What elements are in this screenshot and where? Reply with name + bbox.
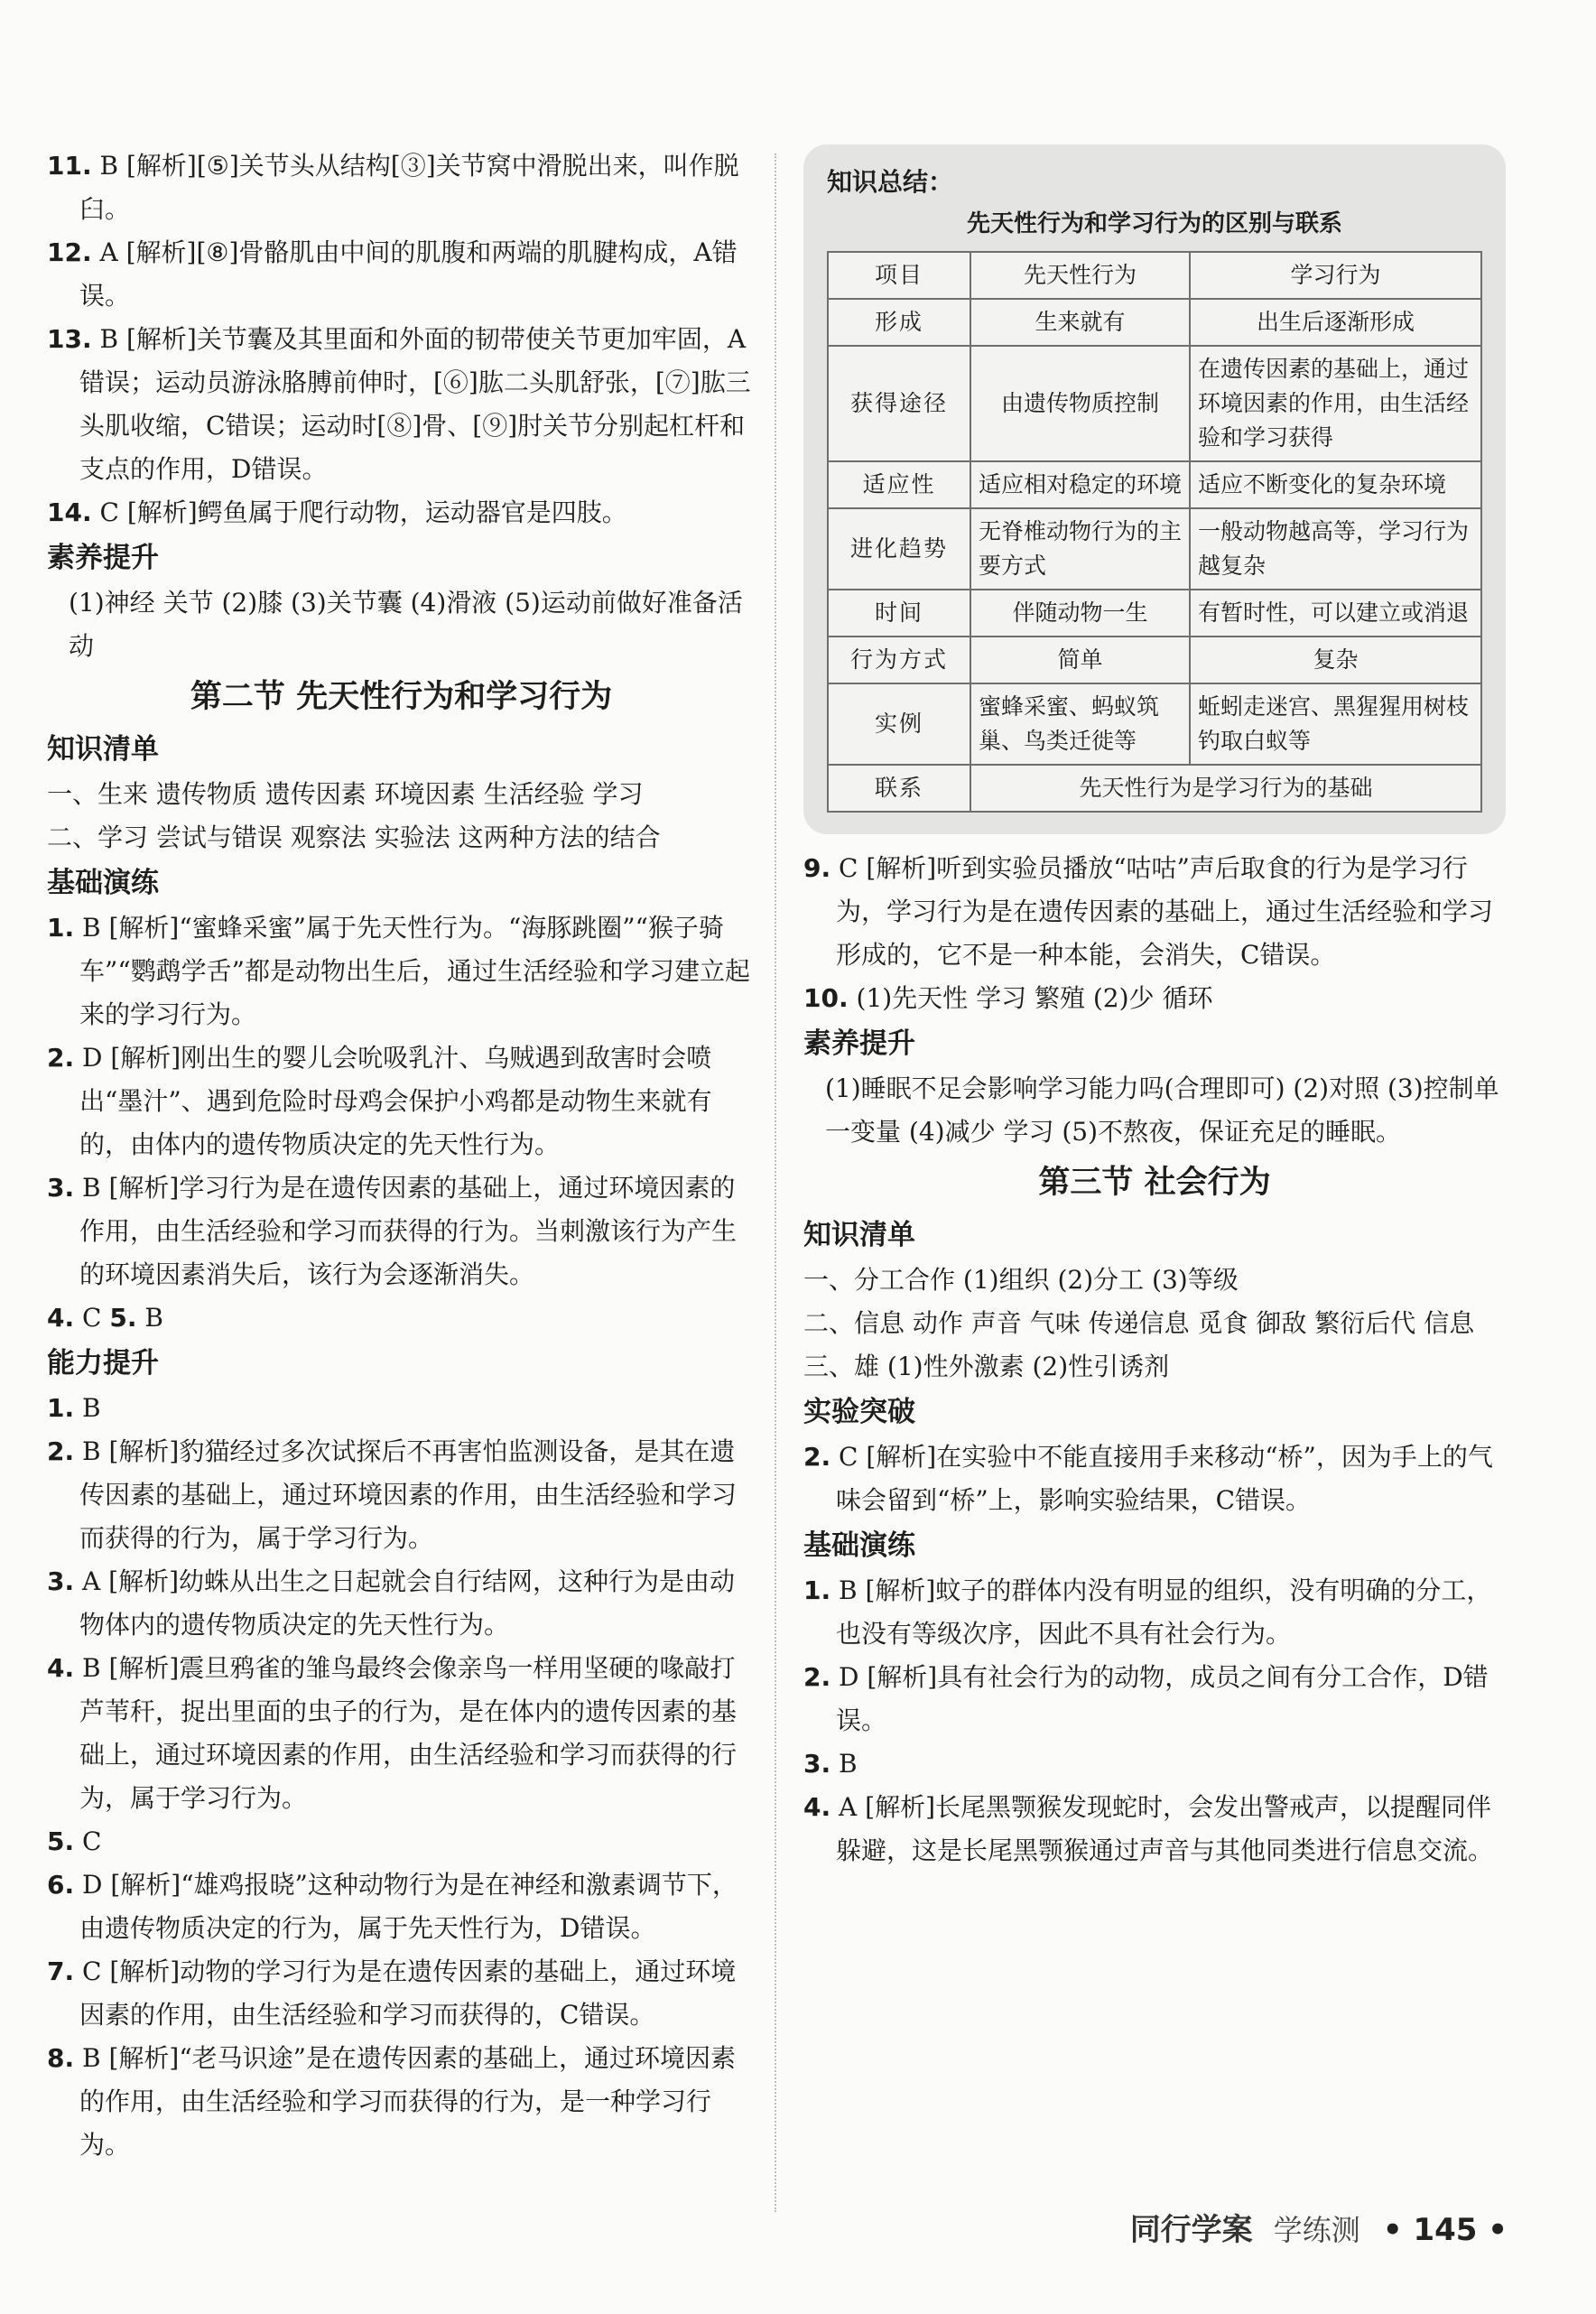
table-row: [828, 637, 1481, 683]
table-header-cell: 学习行为: [1190, 252, 1481, 299]
table-header-cell: 项目: [828, 252, 970, 299]
right-column: [803, 144, 1506, 1873]
table-cell: 联系: [828, 765, 970, 812]
answer-item: 4. C 5. B: [47, 1303, 163, 1333]
table-row: [828, 346, 1481, 461]
table-cell: 行为方式: [828, 637, 970, 683]
table-row: [828, 461, 1481, 508]
heading-shiyan: 实验突破: [803, 1396, 915, 1428]
table-cell: 进化趋势: [828, 508, 970, 590]
zhishi-item: 一、生来 遗传物质 遗传因素 环境因素 生活经验 学习: [47, 779, 644, 809]
zhishi-item: 二、信息 动作 声音 气味 传递信息 觅食 御敌 繁衍后代 信息: [803, 1308, 1475, 1338]
table-cell: 由遗传物质控制: [970, 346, 1190, 461]
table-cell: 先天性行为是学习行为的基础: [970, 765, 1481, 812]
section-3-title: 第三节 社会行为: [1038, 1164, 1271, 1201]
table-cell: 蚯蚓走迷宫、黑猩猩用树枝钓取白蚁等: [1190, 683, 1481, 765]
table-header-row: [828, 252, 1481, 299]
answer-item: 10. (1)先天性 学习 繁殖 (2)少 循环: [803, 983, 1213, 1013]
table-cell: 简单: [970, 637, 1190, 683]
answer-item: 1. B: [47, 1393, 101, 1423]
answer-item: 9. C [解析]听到实验员播放“咕咕”声后取食的行为是学习行为，学习行为是在遗传因素的基础上，通过生活经验和学习形成的，它不是一种本能，会消失，C错误。: [803, 853, 1494, 970]
answer-item: 4. A [解析]长尾黑颚猴发现蛇时，会发出警戒声，以提醒同伴躲避，这是长尾黑颚猴通过声音与其他同类进行信息交流。: [803, 1792, 1494, 1865]
heading-zhishi: 知识清单: [47, 733, 159, 766]
zhishi-item: 三、雄 (1)性外激素 (2)性引诱剂: [803, 1352, 1170, 1381]
table-row-link: [828, 765, 1481, 812]
answer-item: 2. C [解析]在实验中不能直接用手来移动“桥”，因为手上的气味会留到“桥”上，影响实验结果，C错误。: [803, 1442, 1493, 1515]
table-cell: 获得途径: [828, 346, 970, 461]
answers-group-top: [47, 144, 756, 534]
table-cell: 在遗传因素的基础上，通过环境因素的作用，由生活经验和学习获得: [1190, 346, 1481, 461]
answer-item: 3. B [解析]学习行为是在遗传因素的基础上，通过环境因素的作用，由生活经验和学习而获得的行为。当刺激该行为产生的环境因素消失后，该行为会逐渐消失。: [47, 1173, 738, 1289]
heading-jichu: 基础演练: [803, 1529, 915, 1562]
table-cell: 形成: [828, 299, 970, 346]
table-row: [828, 508, 1481, 590]
page-footer: [1074, 2205, 1508, 2249]
comparison-table: [827, 251, 1482, 813]
zhishi-item: 一、分工合作 (1)组织 (2)分工 (3)等级: [803, 1265, 1239, 1295]
answer-item: 2. D [解析]具有社会行为的动物，成员之间有分工合作，D错误。: [803, 1662, 1489, 1735]
table-cell: 适应性: [828, 461, 970, 508]
table-cell: 适应不断变化的复杂环境: [1190, 461, 1481, 508]
table-cell: 有暂时性，可以建立或消退: [1190, 590, 1481, 637]
table-header-cell: 先天性行为: [970, 252, 1190, 299]
answer-item: 13. B [解析]关节囊及其里面和外面的韧带使关节更加牢固，A错误；运动员游泳胳膊前伸时，[⑥]肱二头肌舒张，[⑦]肱三头肌收缩，C错误；运动时[⑧]骨、[⑨]肘关节分别起杠杆和支点的作用，D错误。: [47, 324, 751, 484]
table-cell: 生来就有: [970, 299, 1190, 346]
zhishi-item: 二、学习 尝试与错误 观察法 实验法 这两种方法的结合: [47, 822, 661, 852]
heading-suyang: 素养提升: [803, 1027, 915, 1060]
heading-nengli: 能力提升: [47, 1347, 159, 1380]
answer-item: 3. B: [803, 1749, 858, 1779]
table-cell: 蜜蜂采蜜、蚂蚁筑巢、鸟类迁徙等: [970, 683, 1190, 765]
table-cell: 实例: [828, 683, 970, 765]
answer-item: 14. C [解析]鳄鱼属于爬行动物，运动器官是四肢。: [47, 497, 627, 527]
table-row: [828, 683, 1481, 765]
answer-item: 1. B [解析]蚊子的群体内没有明显的组织，没有明确的分工，也没有等级次序，因此不具有社会行为。: [803, 1575, 1492, 1649]
suyang-text: (1)神经 关节 (2)膝 (3)关节囊 (4)滑液 (5)运动前做好准备活动: [69, 588, 743, 661]
answer-item: 2. B [解析]豹猫经过多次试探后不再害怕监测设备，是其在遗传因素的基础上，通过环境因素的作用，由生活经验和学习而获得的行为，属于学习行为。: [47, 1436, 738, 1553]
knowledge-summary-box: [803, 144, 1506, 834]
answer-item: 11. B [解析][⑤]关节头从结构[③]关节窝中滑脱出来，叫作脱臼。: [47, 151, 739, 224]
answer-item: 1. B [解析]“蜜蜂采蜜”属于先天性行为。“海豚跳圈”“猴子骑车”“鹦鹉学舌”都是动物出生后，通过生活经验和学习建立起来的学习行为。: [47, 913, 750, 1029]
knowledge-summary-title: 知识总结：: [827, 167, 954, 197]
suyang-text: (1)睡眠不足会影响学习能力吗(合理即可) (2)对照 (3)控制单一变量 (4)减少 学习 (5)不熬夜，保证充足的睡眠。: [825, 1073, 1499, 1147]
table-row: [828, 590, 1481, 637]
answer-item: 3. A [解析]幼蛛从出生之日起就会自行结网，这种行为是由动物体内的遗传物质决定的先天性行为。: [47, 1566, 736, 1640]
answer-item: 4. B [解析]震旦鸦雀的雏鸟最终会像亲鸟一样用坚硬的喙敲打芦苇秆，捉出里面的虫子的行为，是在体内的遗传因素的基础上，通过环境因素的作用，由生活经验和学习而获得的行为，属于学习行为。: [47, 1653, 738, 1813]
left-column: [47, 144, 756, 2167]
table-row: [828, 299, 1481, 346]
answer-item: 6. D [解析]“雄鸡报晓”这种动物行为是在神经和激素调节下，由遗传物质决定的行为，属于先天性行为，D错误。: [47, 1870, 738, 1943]
table-cell: 一般动物越高等，学习行为越复杂: [1190, 508, 1481, 590]
answer-item: 7. C [解析]动物的学习行为是在遗传因素的基础上，通过环境因素的作用，由生活经验和学习而获得的，C错误。: [47, 1956, 737, 2030]
table-cell: 时间: [828, 590, 970, 637]
answer-item: 2. D [解析]刚出生的婴儿会吮吸乳汁、乌贼遇到敌害时会喷出“墨汁”、遇到危险时母鸡会保护小鸡都是动物生来就有的，由体内的遗传物质决定的先天性行为。: [47, 1043, 712, 1159]
answer-item: 12. A [解析][⑧]骨骼肌由中间的肌腹和两端的肌腱构成，A错误。: [47, 237, 738, 311]
heading-jichu: 基础演练: [47, 867, 159, 899]
table-cell: 适应相对稳定的环境: [970, 461, 1190, 508]
table-cell: 无脊椎动物行为的主要方式: [970, 508, 1190, 590]
answer-item: 8. B [解析]“老马识途”是在遗传因素的基础上，通过环境因素的作用，由生活经验和学习而获得的行为，是一种学习行为。: [47, 2043, 736, 2160]
column-divider: [775, 153, 776, 2212]
heading-suyang: 素养提升: [47, 542, 159, 574]
section-2-title: 第二节 先天性行为和学习行为: [190, 678, 613, 715]
table-cell: 伴随动物一生: [970, 590, 1190, 637]
table-caption: 先天性行为和学习行为的区别与联系: [966, 210, 1342, 237]
page-number: • 145 •: [1382, 2212, 1508, 2248]
table-cell: 复杂: [1190, 637, 1481, 683]
footer-subtitle: 学练测: [1273, 2213, 1360, 2247]
footer-brand: 同行学案: [1129, 2212, 1253, 2248]
table-cell: 出生后逐渐形成: [1190, 299, 1481, 346]
heading-zhishi: 知识清单: [803, 1219, 915, 1251]
answer-item: 5. C: [47, 1826, 102, 1856]
